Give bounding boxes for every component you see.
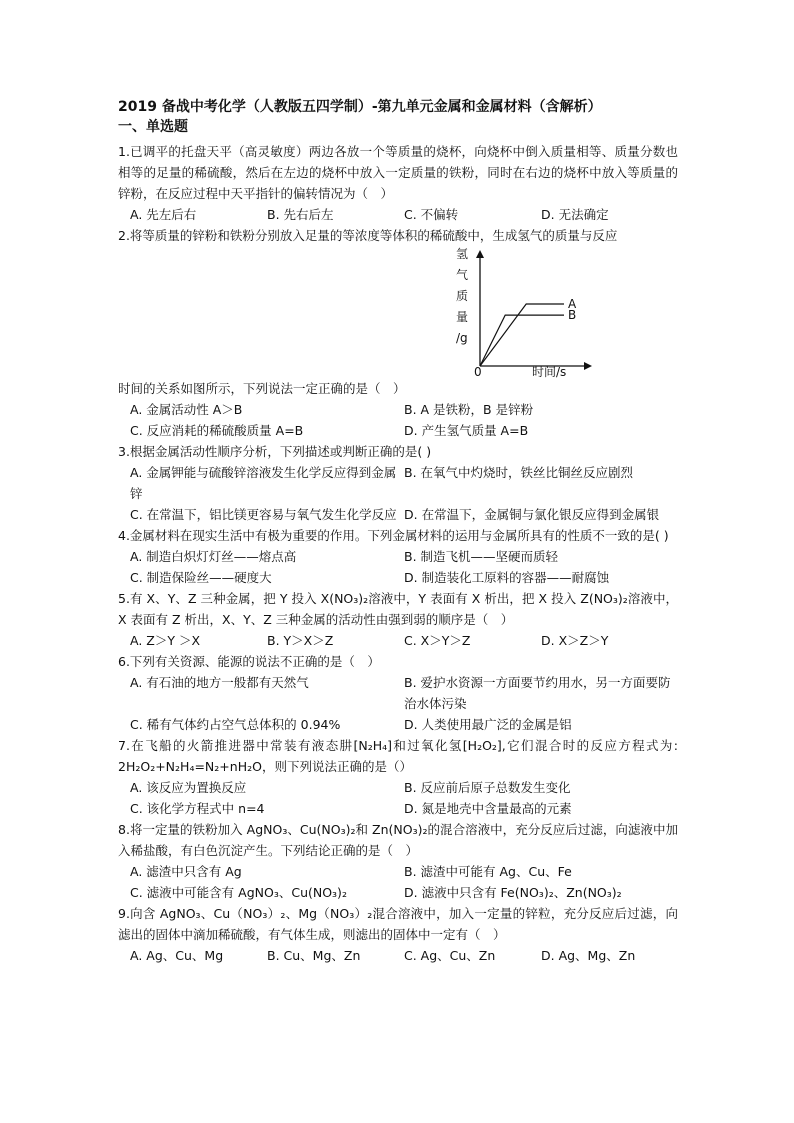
option-c: C. 制造保险丝——硬度大 [130,570,272,585]
options [118,630,678,651]
option-c: C. 在常温下，铝比镁更容易与氧气发生化学反应 [130,507,397,522]
document-title: 2019 备战中考化学（人教版五四学制）-第九单元金属和金属材料（含解析） [118,99,602,115]
option-b: B. Cu、Mg、Zn [267,948,361,963]
question-9 [118,903,678,966]
question-7 [118,735,678,819]
option-d: D. 在常温下，金属铜与氯化银反应得到金属银 [404,507,660,522]
option-d: D. X＞Z＞Y [541,633,609,648]
option-b: B. A 是铁粉，B 是锌粉 [404,402,534,417]
question-stem: 8.将一定量的铁粉加入 AgNO₃、Cu(NO₃)₂和 Zn(NO₃)₂的混合溶液中，充分反应后过滤，向滤液中加入稀盐酸，有白色沉淀产生。下列结论正确的是（ ） [118,822,678,858]
option-c: C. 不偏转 [404,207,459,222]
option-b: B. 制造飞机——坚硬而质轻 [404,549,559,564]
question-stem: 4.金属材料在现实生活中有极为重要的作用。下列金属材料的运用与金属所具有的性质不一致的是( ) [118,528,669,543]
question-1 [118,141,678,225]
y-axis-label-char-2: 气 [456,268,469,282]
y-axis-arrow [476,250,484,258]
series-line-b [480,315,564,366]
option-d: D. Ag、Mg、Zn [541,948,636,963]
option-b: B. Y＞X＞Z [267,633,334,648]
option-a: A. 金属钾能与硫酸锌溶液发生化学反应得到金属锌 [130,465,397,501]
question-stem: 6.下列有关资源、能源的说法不正确的是（ ） [118,654,380,669]
y-axis-label-char-4: 量 [456,310,469,324]
option-c: C. 该化学方程式中 n=4 [130,801,265,816]
question-stem-part-1: 2.将等质量的锌粉和铁粉分别放入足量的等浓度等体积的稀硫酸中，生成氢气的质量与反应 [118,228,618,243]
question-stem: 7.在飞船的火箭推进器中常装有液态肼[N₂H₄]和过氧化氢[H₂O₂],它们混合时的反应方程式为: 2H₂O₂+N₂H₄=N₂+nH₂O，则下列说法正确的是（） [118,738,678,774]
options [118,945,678,966]
option-a: A. 先左后右 [130,207,197,222]
option-d: D. 无法确定 [541,207,609,222]
option-a: A. 金属活动性 A＞B [130,402,243,417]
option-a: A. Z＞Y ＞X [130,633,201,648]
hydrogen-time-chart [454,246,594,378]
option-c: C. Ag、Cu、Zn [404,948,496,963]
question-3 [118,441,678,525]
series-line-a [480,304,564,366]
origin-label: 0 [474,365,482,378]
option-c: C. 滤液中可能含有 AgNO₃、Cu(NO₃)₂ [130,885,347,900]
option-d: D. 产生氢气质量 A=B [404,423,529,438]
question-stem: 5.有 X、Y、Z 三种金属，把 Y 投入 X(NO₃)₂溶液中，Y 表面有 X 析出，把 X 投入 Z(NO₃)₂溶液中，X 表面有 Z 析出，X、Y、Z 三种金属的活动性由强到弱的顺序是（ ） [118,591,678,627]
question-stem: 9.向含 AgNO₃、Cu（NO₃）₂、Mg（NO₃）₂混合溶液中，加入一定量的锌粒，充分反应后过滤，向滤出的固体中滴加稀硫酸，有气体生成，则滤出的固体中一定有（ ） [118,906,678,942]
option-c: C. X＞Y＞Z [404,633,471,648]
question-8 [118,819,678,903]
y-axis-label-unit: /g [456,331,468,345]
question-stem-part-2: 时间的关系如图所示，下列说法一定正确的是（ ） [118,381,406,396]
option-b: B. 在氧气中灼烧时，铁丝比铜丝反应剧烈 [404,465,634,480]
option-a: A. 制造白炽灯灯丝——熔点高 [130,549,297,564]
options [118,546,678,588]
option-d: D. 氮是地壳中含量最高的元素 [404,801,572,816]
document-page [118,98,678,966]
question-stem: 1.已调平的托盘天平（高灵敏度）两边各放一个等质量的烧杯，向烧杯中倒入质量相等、质量分数也相等的足量的稀硫酸，然后在左边的烧杯中放入一定质量的铁粉，同时在右边的烧杯中放入等质量的锌粉，在反应过程中天平指针的偏转情况为（ ） [118,144,678,201]
options [118,462,678,525]
options [118,861,678,903]
options [118,399,678,441]
option-a: A. 该反应为置换反应 [130,780,247,795]
x-axis-label: 时间/s [532,365,567,378]
series-label-a: A [568,297,577,311]
question-6 [118,651,678,735]
options [118,777,678,819]
series-layer [480,297,577,366]
option-d: D. 制造装化工原料的容器——耐腐蚀 [404,570,610,585]
question-5 [118,588,678,651]
option-a: A. Ag、Cu、Mg [130,948,224,963]
option-a: A. 滤渣中只含有 Ag [130,864,242,879]
x-axis-arrow [584,362,592,370]
options [118,204,678,225]
option-b: B. 先右后左 [267,207,334,222]
option-b: B. 反应前后原子总数发生变化 [404,780,571,795]
option-b: B. 滤渣中可能有 Ag、Cu、Fe [404,864,572,879]
question-stem: 3.根据金属活动性顺序分析，下列描述或判断正确的是( ) [118,444,432,459]
y-axis-label-char-3: 质 [456,289,469,303]
chart-area [118,246,678,378]
option-c: C. 反应消耗的稀硫酸质量 A=B [130,423,304,438]
option-c: C. 稀有气体约占空气总体积的 0.94% [130,717,341,732]
y-axis-label-char-1: 氢 [456,247,469,261]
option-a: A. 有石油的地方一般都有天然气 [130,675,309,690]
option-d: D. 人类使用最广泛的金属是铝 [404,717,572,732]
option-b: B. 爱护水资源一方面要节约用水，另一方面要防治水体污染 [404,675,671,711]
series-label-b: B [568,308,577,323]
question-2 [118,225,678,441]
question-4 [118,525,678,588]
section-heading: 一、单选题 [118,119,188,135]
option-d: D. 滤液中只含有 Fe(NO₃)₂、Zn(NO₃)₂ [404,885,622,900]
options [118,672,678,735]
